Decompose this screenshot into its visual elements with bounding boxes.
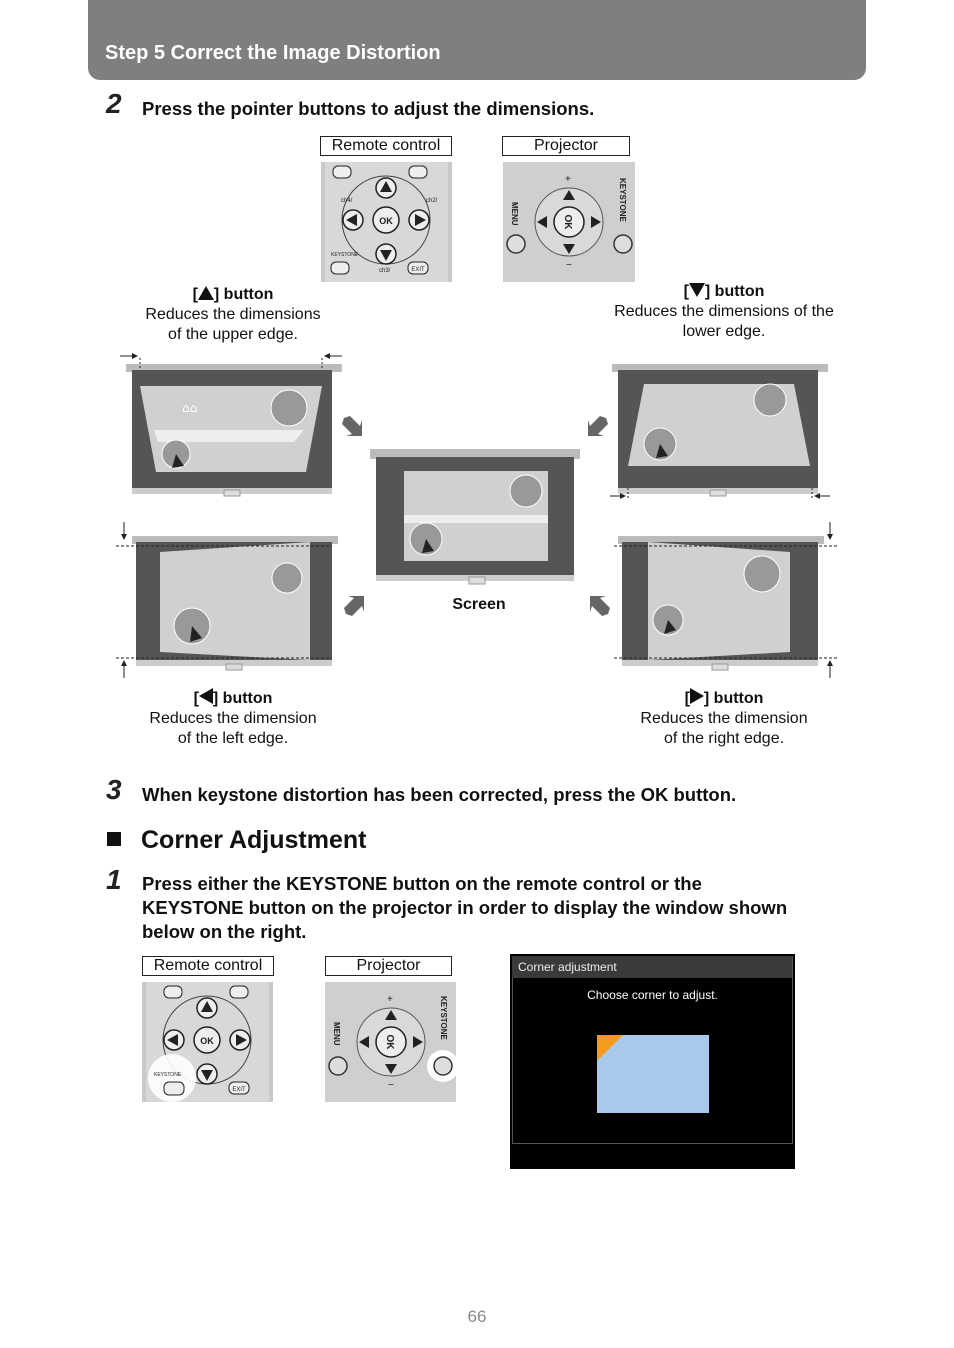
svg-text:ch4/: ch4/: [341, 198, 353, 204]
projector-label-2: Projector: [325, 956, 452, 976]
screen-center: [368, 445, 584, 590]
screen-upper-edge-reduced: [124, 360, 346, 500]
page-number: 66: [467, 1307, 487, 1326]
top-edge-arrows: [116, 350, 346, 375]
step-2-text: Press the pointer buttons to adjust the dimensions.: [142, 98, 595, 119]
corner-adjustment-window: [510, 954, 795, 1169]
svg-text:EXIT: EXIT: [411, 267, 425, 273]
arrow-to-center-top-right: [586, 414, 610, 438]
svg-text:OK: OK: [379, 216, 393, 226]
svg-text:+: +: [565, 174, 571, 185]
remote-control-image: [321, 162, 452, 282]
section-title: Corner Adjustment: [107, 826, 366, 855]
up-triangle-icon: [198, 286, 214, 300]
caption-down-button: [ ] button Reduces the dimensions of the lower edge.: [614, 283, 834, 340]
window-title: Corner adjustment: [512, 956, 792, 978]
projector-panel-image: [503, 162, 635, 282]
step-2-number: 2: [106, 88, 122, 119]
arrow-to-center-top-left: [340, 414, 364, 438]
remote-control-label: Remote control: [320, 136, 452, 156]
svg-text:MENU: MENU: [510, 202, 519, 226]
svg-text:−: −: [566, 260, 572, 271]
selected-corner-marker[interactable]: [597, 1035, 623, 1061]
svg-text:ch2/: ch2/: [426, 198, 438, 204]
caption-up-button: [ ] button Reduces the dimensions of the upper edge.: [145, 286, 321, 343]
remote-control-label-2: Remote control: [142, 956, 274, 976]
square-bullet-icon: [107, 832, 121, 846]
page-header: [88, 0, 866, 80]
svg-text:KEYSTONE: KEYSTONE: [154, 1072, 182, 1078]
svg-text:⌂⌂: ⌂⌂: [182, 401, 198, 415]
caption-right-button: [ ] button Reduces the dimension of the right edge.: [640, 690, 808, 747]
header-title: Step 5 Correct the Image Distortion: [105, 42, 441, 64]
svg-text:OK: OK: [200, 1036, 214, 1046]
window-message: Choose corner to adjust.: [587, 988, 718, 1002]
step-3-number: 3: [106, 774, 122, 805]
screen-lower-edge-reduced: [610, 360, 832, 500]
step-1-line-2: KEYSTONE button on the projector in order to display the window shown: [142, 897, 788, 918]
screen-label: Screen: [452, 596, 506, 613]
step-1-line-1: Press either the KEYSTONE button on the remote control or the: [142, 873, 702, 894]
left-triangle-icon: [199, 688, 213, 704]
right-triangle-icon: [690, 688, 704, 704]
remote-control-image-2: [142, 982, 273, 1102]
down-triangle-icon: [689, 283, 705, 297]
bottom-edge-arrows: [606, 488, 836, 515]
svg-text:EXIT: EXIT: [232, 1087, 246, 1093]
svg-text:MENU: MENU: [332, 1022, 341, 1046]
caption-left-button: [ ] button Reduces the dimension of the left edge.: [149, 690, 317, 747]
svg-text:KEYSTONE: KEYSTONE: [618, 178, 627, 222]
svg-text:−: −: [388, 1080, 394, 1091]
arrow-to-center-bottom-left: [342, 594, 366, 618]
projector-label: Projector: [502, 136, 630, 156]
step-3-text: When keystone distortion has been corrected, press the OK button.: [142, 784, 737, 805]
svg-text:OK: OK: [384, 1034, 395, 1050]
svg-text:+: +: [387, 994, 393, 1005]
svg-text:KEYSTONE: KEYSTONE: [331, 252, 359, 258]
step-1-number: 1: [106, 864, 122, 895]
svg-text:ch3/: ch3/: [379, 268, 391, 274]
left-edge-arrows: [112, 522, 342, 687]
projector-panel-image-2: [325, 982, 456, 1102]
arrow-to-center-bottom-right: [588, 594, 612, 618]
svg-text:KEYSTONE: KEYSTONE: [439, 996, 448, 1040]
svg-text:OK: OK: [562, 214, 573, 230]
right-edge-arrows: [604, 522, 842, 687]
step-1-line-3: below on the right.: [142, 921, 307, 942]
